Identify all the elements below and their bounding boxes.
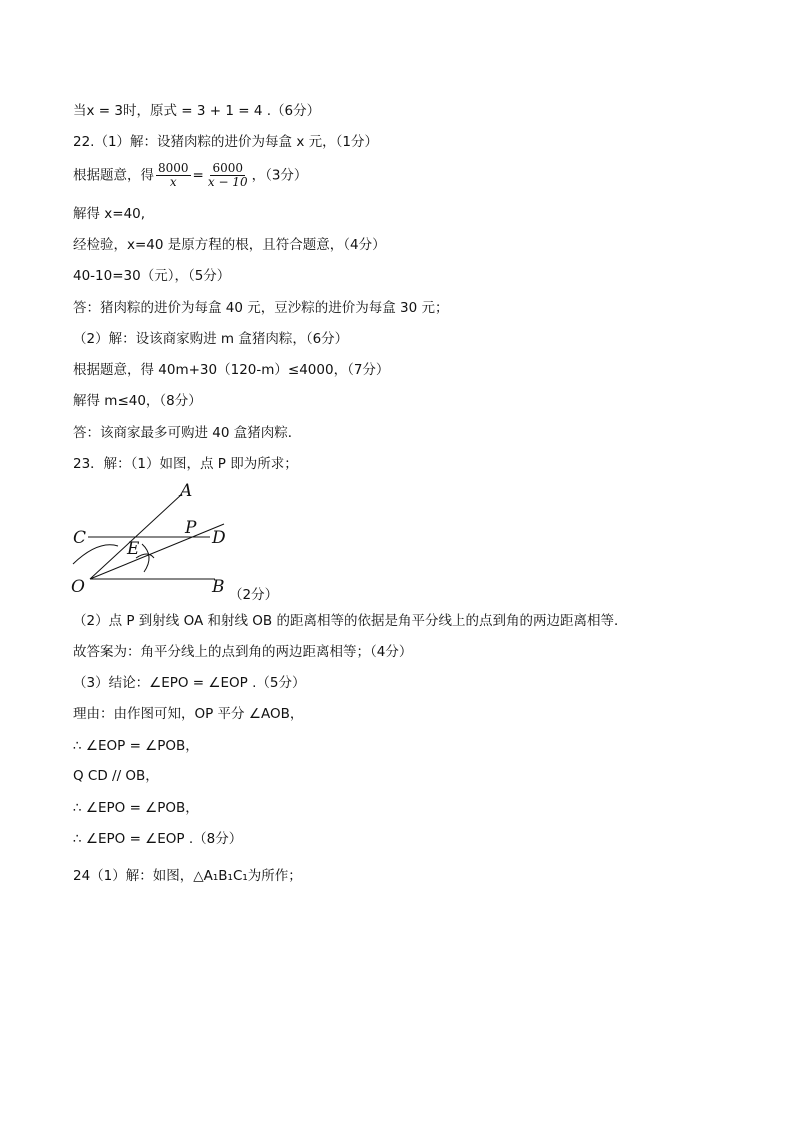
- text-line-2: 22.（1）解：设猪肉粽的进价为每盒 x 元，（1分）: [73, 134, 378, 150]
- text-line-16: 理由：由作图可知，OP 平分 ∠AOB，: [73, 706, 304, 722]
- label-B: B: [212, 577, 225, 597]
- fraction-1-denominator: x: [169, 175, 177, 189]
- text-line-8: （2）解：设该商家购进 m 盒猪肉粽，（6分）: [73, 331, 349, 347]
- text-line-10: 解得 m≤40，（8分）: [73, 393, 202, 409]
- line-3-suffix: ，（3分）: [251, 167, 308, 184]
- label-D: D: [212, 528, 226, 548]
- text-line-11: 答：该商家最多可购进 40 盒猪肉粽．: [73, 425, 302, 441]
- text-line-21: 24（1）解：如图，△A₁B₁C₁为所作；: [73, 868, 302, 884]
- text-line-7: 答：猪肉粽的进价为每盒 40 元，豆沙粽的进价为每盒 30 元；: [73, 300, 449, 316]
- text-line-13: （2）点 P 到射线 OA 和射线 OB 的距离相等的依据是角平分线上的点到角的两边距离相等．: [73, 613, 628, 629]
- text-line-14: 故答案为：角平分线上的点到角的两边距离相等；（4分）: [73, 644, 413, 660]
- fraction-2-denominator: x − 10: [207, 175, 248, 189]
- label-E: E: [127, 539, 140, 559]
- equals-sign: =: [192, 167, 204, 184]
- line-3-prefix: 根据题意，得: [73, 167, 154, 184]
- text-line-20: ∴ ∠EPO = ∠EOP .（8分）: [73, 831, 243, 847]
- ray-OP: [90, 524, 224, 579]
- fraction-2: [206, 162, 250, 189]
- text-line-18: Q CD // OB，: [73, 768, 159, 784]
- label-P: P: [185, 518, 197, 538]
- label-O: O: [71, 577, 85, 597]
- text-line-12: 23．解：（1）如图，点 P 即为所求；: [73, 456, 298, 472]
- text-line-1: 当x = 3时，原式 = 3 + 1 = 4 .（6分）: [73, 103, 321, 119]
- fraction-2-numerator: 6000: [212, 161, 243, 175]
- label-C: C: [73, 528, 87, 548]
- text-line-5: 经检验，x=40 是原方程的根，且符合题意，（4分）: [73, 237, 386, 253]
- text-line-17: ∴ ∠EOP = ∠POB，: [73, 738, 199, 754]
- figure-score: （2分）: [229, 587, 279, 603]
- text-line-3: [73, 162, 307, 189]
- text-line-4: 解得 x=40,: [73, 206, 146, 222]
- text-line-19: ∴ ∠EPO = ∠POB，: [73, 800, 199, 816]
- fraction-1-numerator: 8000: [158, 161, 189, 175]
- text-line-6: 40-10=30（元），（5分）: [73, 268, 231, 284]
- label-A: A: [180, 481, 193, 501]
- construction-arc-2: [142, 544, 149, 572]
- text-line-9: 根据题意，得 40m+30（120-m）≤4000，（7分）: [73, 362, 390, 378]
- text-line-15: （3）结论：∠EPO = ∠EOP .（5分）: [73, 675, 306, 691]
- fraction-1: [156, 162, 191, 189]
